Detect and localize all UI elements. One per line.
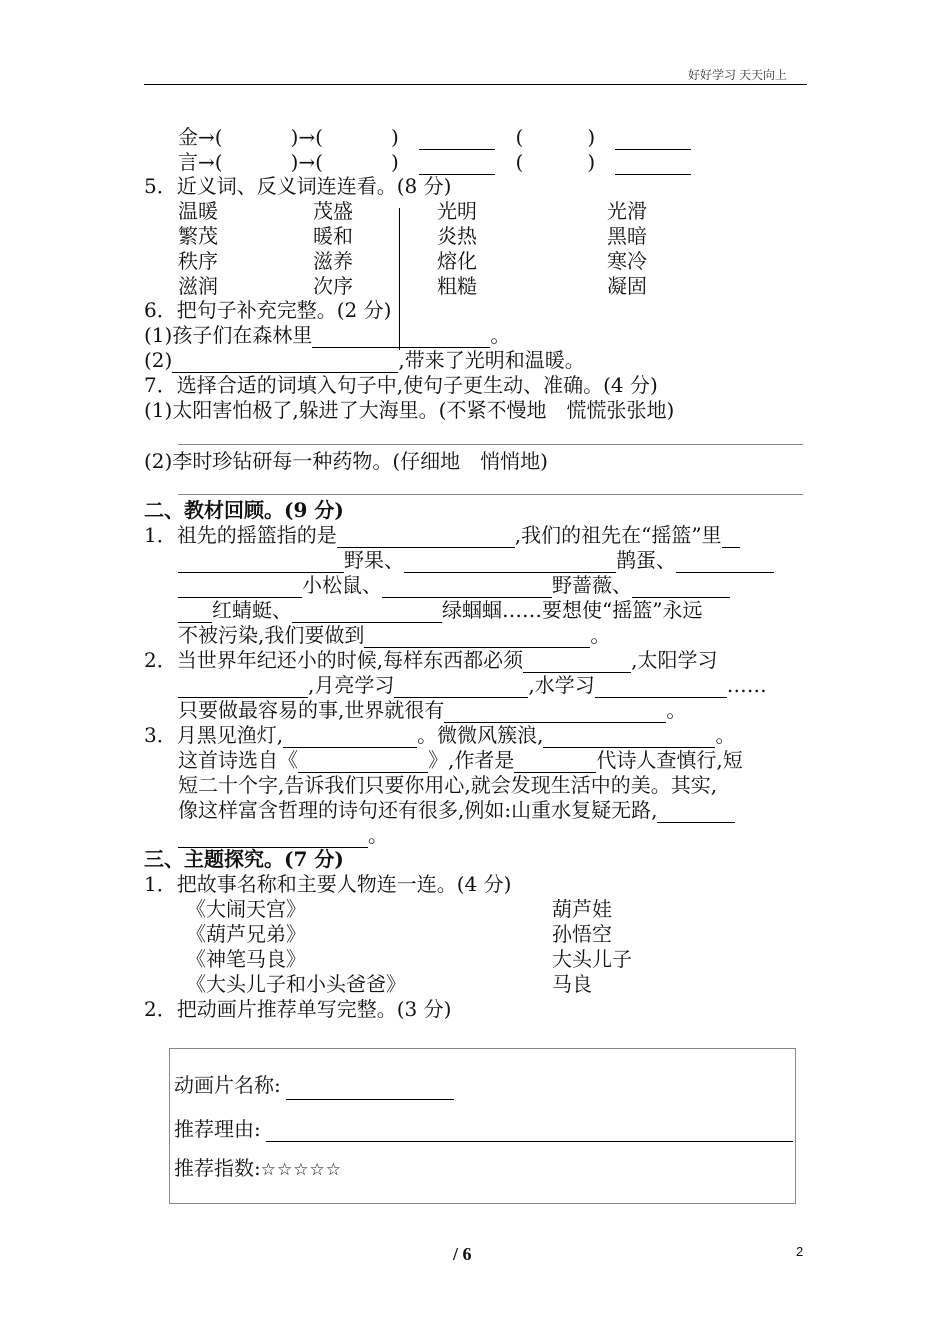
reason-label: 推荐理由:: [174, 1117, 261, 1141]
cartoon-name-field[interactable]: [286, 1099, 454, 1100]
part2-title: 二、教材回顾。(9 分): [144, 498, 344, 522]
page-total: / 6: [453, 1244, 472, 1264]
star-rating-icon[interactable]: ☆☆☆☆☆: [260, 1160, 342, 1180]
p2-q3-line2: 这首诗选自《 》,作者是 代诗人查慎行,短: [178, 748, 743, 772]
p2-q2-line2: ,月亮学习 ,水学习 ……: [178, 673, 767, 698]
reason-field[interactable]: [266, 1141, 793, 1142]
character-item: 葫芦娃: [552, 897, 612, 921]
p2-q3-line1: 3．月黑见渔灯, 。微微风簇浪, 。: [144, 723, 736, 747]
q6-sentence-2: (2) ,带来了光明和温暖。: [144, 348, 585, 372]
p2-q3-line5: 。: [178, 823, 388, 848]
story-item: 《神笔马良》: [186, 947, 306, 971]
q5-title: 5．近义词、反义词连连看。(8 分): [144, 174, 452, 198]
character-item: 孙悟空: [552, 922, 612, 946]
radical-row-1: 金→( )→( ) ( ): [178, 125, 691, 150]
header-rule: [144, 84, 807, 85]
q7-sentence-1: (1)太阳害怕极了,躲进了大海里。(不紧不慢地 慌慌张张地): [144, 398, 675, 422]
p2-q3-line3: 短二十个字,告诉我们只要你用心,就会发现生活中的美。其实,: [178, 773, 718, 797]
q6-title: 6．把句子补充完整。(2 分): [144, 298, 392, 322]
story-item: 《大闹天宫》: [186, 897, 306, 921]
p3-q2-title: 2．把动画片推荐单写完整。(3 分): [144, 997, 452, 1021]
p2-q2-line1: 2．当世界年纪还小的时候,每样东西都必须 ,太阳学习: [144, 648, 718, 672]
q5-col2: 茂盛 暖和 滋养 次序: [313, 199, 353, 298]
p3-q1-stories: [186, 897, 406, 997]
p2-q1-line2: 野果、 鹊蛋、: [178, 548, 774, 573]
radical-row-2: 言→( )→( ) ( ): [178, 150, 691, 175]
story-item: 《大头儿子和小头爸爸》: [186, 972, 406, 996]
cartoon-name-label: 动画片名称:: [174, 1073, 281, 1097]
q7-answer-line-1: [178, 444, 803, 445]
page-number: 2: [796, 1244, 804, 1259]
rating-label: 推荐指数:☆☆☆☆☆: [174, 1156, 342, 1180]
p2-q1-line3: 小松鼠、 野蔷薇、: [178, 573, 730, 598]
q7-sentence-2: (2)李时珍钻研每一种药物。(仔细地 悄悄地): [144, 449, 548, 473]
character-item: 大头儿子: [552, 947, 632, 971]
p2-q1-line4: 红蜻蜓、 绿蝈蝈……要想使“摇篮”永远: [178, 598, 702, 623]
q7-title: 7．选择合适的词填入句子中,使句子更生动、准确。(4 分): [144, 373, 658, 397]
q5-col1: 温暖 繁茂 秩序 滋润: [178, 199, 218, 298]
q5-col3: 光明 炎热 熔化 粗糙: [437, 199, 477, 298]
p2-q1-line1: 1．祖先的摇篮指的是 ,我们的祖先在“摇篮”里: [144, 523, 740, 548]
q7-answer-line-2: [178, 494, 803, 495]
q6-sentence-1: (1)孩子们在森林里 。: [144, 323, 511, 347]
character-item: 马良: [552, 972, 592, 996]
q5-col4: 光滑 黑暗 寒冷 凝固: [607, 199, 647, 298]
p3-q1-characters: [552, 897, 632, 997]
p2-q2-line3: 只要做最容易的事,世界就很有 。: [178, 698, 687, 722]
story-item: 《葫芦兄弟》: [186, 922, 306, 946]
header-motto: 好好学习 天天向上: [688, 68, 788, 82]
p2-q3-line4: 像这样富含哲理的诗句还有很多,例如:山重水复疑无路,: [178, 798, 735, 823]
recommendation-form: [169, 1048, 796, 1204]
p2-q1-line5: 不被污染,我们要做到 。: [178, 623, 611, 647]
part3-title: 三、主题探究。(7 分): [144, 847, 344, 871]
p3-q1-title: 1．把故事名称和主要人物连一连。(4 分): [144, 872, 512, 896]
